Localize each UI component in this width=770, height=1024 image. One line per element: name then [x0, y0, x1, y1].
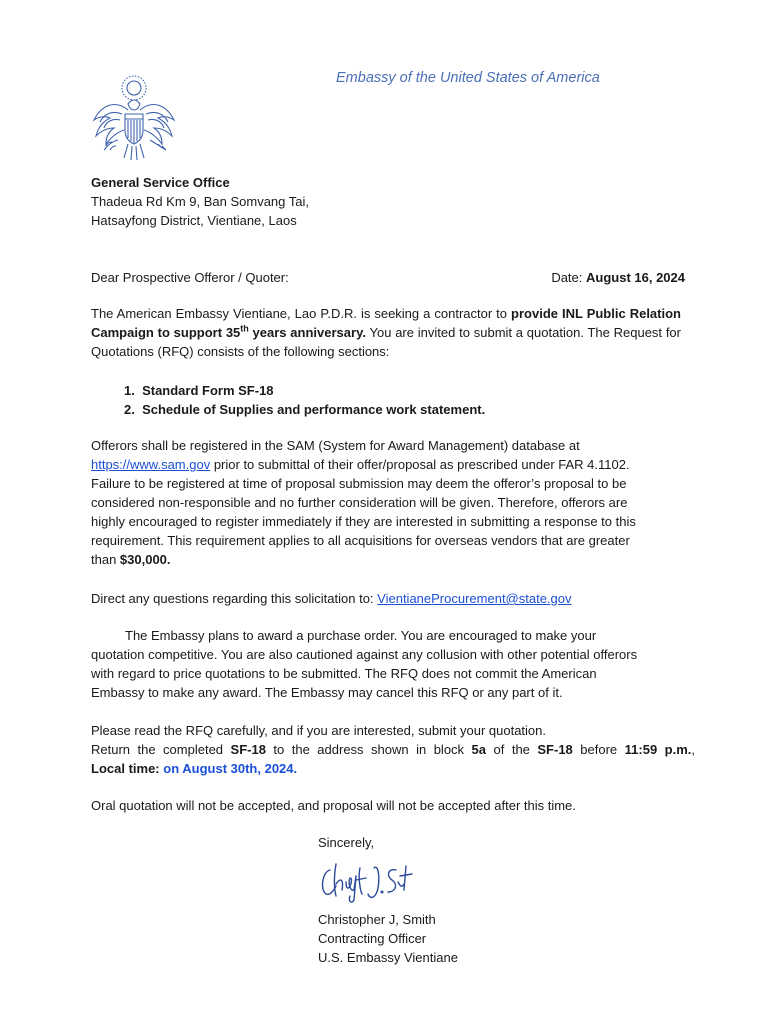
- block-ref: 5a: [471, 742, 487, 757]
- sam-link[interactable]: https://www.sam.gov: [91, 457, 211, 472]
- deadline-date: on August 30th, 2024.: [163, 761, 298, 776]
- submission-text: before: [572, 742, 625, 757]
- rfq-sections-list: [124, 381, 485, 419]
- questions-paragraph: [91, 589, 572, 608]
- signatory-org: U.S. Embassy Vientiane: [318, 950, 458, 965]
- address-line-2: Hatsayfong District, Vientiane, Laos: [91, 213, 297, 228]
- closing: Sincerely,: [318, 835, 375, 850]
- signatory-title: Contracting Officer: [318, 931, 427, 946]
- intro-text-2: You are invited to submit a quotation. The Request for Quotations (RFQ) consists of the following sections:: [91, 325, 681, 359]
- intro-text: The American Embassy Vientiane, Lao P.D.R. is seeking a contractor to: [91, 306, 512, 321]
- submission-paragraph: [91, 721, 695, 778]
- date-label: Date:: [551, 270, 586, 285]
- oral-quotation-paragraph: Oral quotation will not be accepted, and proposal will not be accepted after this time.: [91, 798, 576, 813]
- us-embassy-seal-icon: [88, 70, 180, 164]
- handwritten-signature: [316, 856, 414, 906]
- local-time-label: Local time:: [91, 761, 160, 776]
- date-value: August 16, 2024: [586, 270, 685, 285]
- letter-date: [551, 268, 685, 287]
- intro-bold-b: years anniversary.: [248, 325, 366, 340]
- embassy-name: Embassy of the United States of America: [336, 70, 600, 86]
- award-paragraph: [91, 626, 651, 702]
- submission-text: of the: [486, 742, 538, 757]
- list-item: 2. Schedule of Supplies and performance work statement.: [124, 402, 486, 417]
- salutation: Dear Prospective Offeror / Quoter:: [91, 270, 289, 285]
- submission-text: ,: [691, 742, 696, 757]
- sam-paragraph: [91, 436, 651, 569]
- signatory-name: Christopher J, Smith: [318, 912, 436, 927]
- sam-text: Offerors shall be registered in the SAM (System for Award Management) database at: [91, 438, 580, 453]
- submission-line-3: [91, 759, 695, 778]
- address-line-1: Thadeua Rd Km 9, Ban Somvang Tai,: [91, 194, 309, 209]
- intro-paragraph: [91, 304, 681, 361]
- questions-text: Direct any questions regarding this solicitation to:: [91, 591, 378, 606]
- greeting-row: [91, 268, 685, 287]
- award-text: The Embassy plans to award a purchase order. You are encouraged to make your quotation competitive. You are also cautioned against any collusion with other potential offerors with regard to price quotations to be submitted. The RFQ does not commit the American Embassy to make any award. The Embassy may cancel this RFQ or any part of it.: [91, 628, 638, 700]
- office-name: General Service Office: [91, 175, 230, 190]
- list-item: 1. Standard Form SF-18: [124, 383, 274, 398]
- sam-amount: $30,000.: [119, 552, 171, 567]
- procurement-email-link[interactable]: VientianeProcurement@state.gov: [377, 591, 572, 606]
- deadline-time: 11:59 p.m.: [624, 742, 692, 757]
- intro-bold-a: provide INL Public Relation Campaign to support 35: [91, 306, 681, 340]
- intro-sup: th: [240, 323, 249, 334]
- signatory-block: [318, 910, 458, 967]
- sam-text-2: prior to submittal of their offer/proposal as prescribed under FAR 4.1102. Failure to be registered at time of proposal submission may deem the offeror’s proposal to be considered non-responsible and no further consideration will be given. Therefore, offerors are highly encouraged to register immediately if they are interested in submitting a response to this requirement. This requirement applies to all acquisitions for overseas vendors that are greater than: [91, 457, 636, 567]
- sender-address: [91, 173, 309, 230]
- submission-text: to the address shown in block: [265, 742, 472, 757]
- form-ref: SF-18: [537, 742, 573, 757]
- submission-text: Return the completed: [91, 742, 231, 757]
- submission-line-1: Please read the RFQ carefully, and if you are interested, submit your quotation.: [91, 723, 546, 738]
- submission-line-2: [91, 740, 695, 759]
- form-ref: SF-18: [230, 742, 266, 757]
